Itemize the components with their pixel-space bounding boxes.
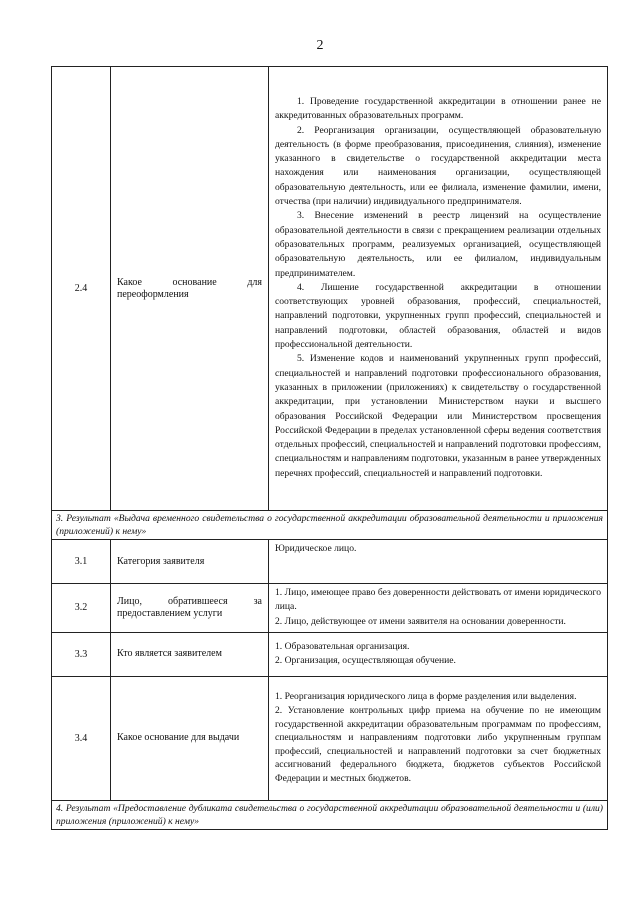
list-item: 1. Образовательная организация. bbox=[275, 640, 410, 652]
list-item: 4. Лишение государственной аккредитации в отношении соответствующих уровней образования, профессий, специальностей, направлений подготовки, укрупненных групп профессий, специальностей и направлений подготовки, областей образования, областей и видов профессиональной деятельности. bbox=[275, 281, 601, 351]
section-header-row bbox=[52, 511, 608, 540]
row-criterion: Категория заявителя bbox=[111, 540, 269, 584]
service-variants-table bbox=[51, 66, 608, 830]
criterion-line: переоформления bbox=[117, 288, 189, 300]
table-row-3-1 bbox=[52, 540, 608, 584]
row-criterion: Кто является заявителем bbox=[111, 632, 269, 676]
row-criterion bbox=[111, 584, 269, 633]
table-row-3-3 bbox=[52, 632, 608, 676]
list-item: 1. Проведение государственной аккредитации в отношении ранее не аккредитованных образовательных программ. bbox=[275, 95, 601, 122]
row-number: 3.1 bbox=[52, 540, 111, 584]
row-value bbox=[269, 540, 608, 584]
row-criterion bbox=[111, 67, 269, 511]
criterion-line: Лицо, обратившееся за bbox=[117, 595, 262, 607]
row-number: 3.2 bbox=[52, 584, 111, 633]
row-value bbox=[269, 676, 608, 800]
row-value bbox=[269, 632, 608, 676]
criterion-line: Какое основание для bbox=[117, 276, 262, 288]
section-title: 3. Результат «Выдача временного свидетельства о государственной аккредитации образовательной деятельности и приложения (приложений) к нему» bbox=[52, 511, 608, 540]
row-value bbox=[269, 67, 608, 511]
table-row-3-4 bbox=[52, 676, 608, 800]
list-item: 1. Лицо, имеющее право без доверенности действовать от имени юридического лица. bbox=[275, 587, 601, 613]
list-item: 2. Реорганизация организации, осуществляющей образовательную деятельность (в форме преобразования, присоединения, слияния), изменение указанного в свидетельстве о государственной аккредитации места нахождения или наименования организации, осуществляющей образовательную деятельность, или ее филиала, изменение фамилии, имени, отчества (при наличии) индивидуального предпринимателя. bbox=[275, 124, 601, 208]
list-item: 2. Установление контрольных цифр приема на обучение по не имеющим государственной аккредитации образовательным программам по профессиям, специальностям и направлениям подготовки либо укрупненным группам профессий, специальностей и направлений подготовки за счет бюджетных ассигнований федерального бюджета, бюджетов субъектов Российской Федерации и местных бюджетов. bbox=[275, 704, 601, 784]
page-number: 2 bbox=[316, 38, 324, 53]
list-item: 3. Внесение изменений в реестр лицензий на осуществление образовательной деятельности в связи с прекращением реализации отдельных образовательных программ, реализуемых организацией, осуществляющей образовательную деятельность, или ее филиалом, индивидуальным предпринимателем. bbox=[275, 210, 601, 279]
table-row-2-4 bbox=[52, 67, 608, 511]
value-text: Юридическое лицо. bbox=[275, 543, 357, 554]
list-item: 1. Реорганизация юридического лица в форме разделения или выделения. bbox=[275, 691, 577, 703]
list-item: 5. Изменение кодов и наименований укрупненных групп профессий, специальностей и направлений подготовки профессионального образования, указанных в приложении (приложениях) к свидетельству о государственной аккредитации, при установлении Министерством науки и высшего образования Российской Федерации или Министерством просвещения Российской Федерации в пределах установленной сферы ведения соответствия отдельных профессий, специальностей и направлений подготовки профессиям, специальностям и направлениям подготовки, указанным в ранее утвержденных перечнях профессий, специальностей и направлений подготовки. bbox=[275, 353, 601, 479]
row-number: 3.3 bbox=[52, 632, 111, 676]
section-header-row bbox=[52, 800, 608, 829]
list-item: 2. Организация, осуществляющая обучение. bbox=[275, 654, 456, 666]
section-title: 4. Результат «Предоставление дубликата свидетельства о государственной аккредитации образовательной деятельности и (или) приложения (приложений) к нему» bbox=[52, 800, 608, 829]
row-number: 3.4 bbox=[52, 676, 111, 800]
list-item: 2. Лицо, действующее от имени заявителя на основании доверенности. bbox=[275, 615, 566, 627]
row-criterion: Какое основание для выдачи bbox=[111, 676, 269, 800]
criterion-line: предоставлением услуги bbox=[117, 607, 223, 619]
row-value bbox=[269, 584, 608, 633]
row-number: 2.4 bbox=[52, 67, 111, 511]
table-row-3-2 bbox=[52, 584, 608, 633]
